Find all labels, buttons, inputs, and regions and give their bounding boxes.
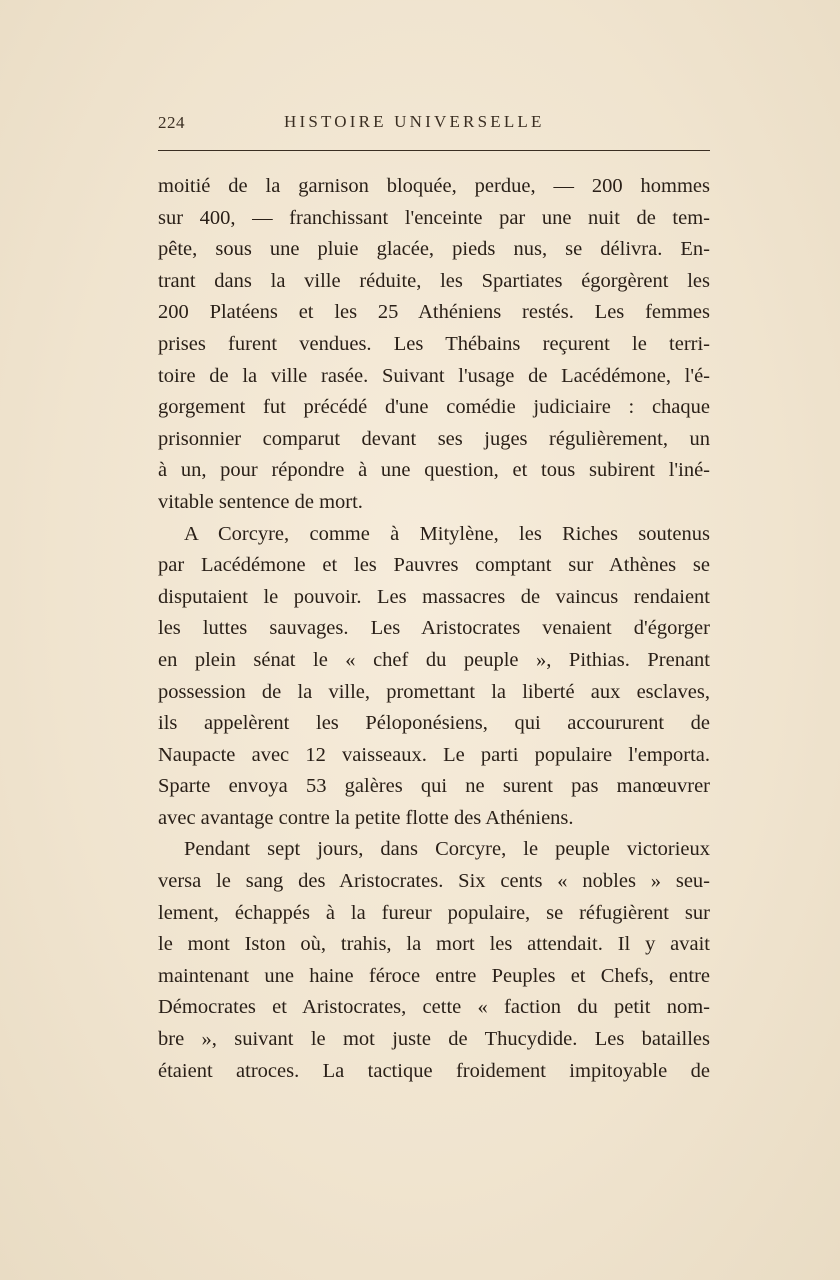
text-line: les luttes sauvages. Les Aristocrates venaient d'égorger [158,617,710,640]
text-line: lement, échappés à la fureur populaire, se réfugièrent sur [158,901,710,924]
running-title: HISTOIRE UNIVERSELLE [284,112,545,131]
text-line: en plein sénat le « chef du peuple », Pithias. Prenant [158,648,710,671]
page-header [158,113,710,137]
text-line: sur 400, — franchissant l'enceinte par une nuit de tem- [158,206,710,229]
text-line: trant dans la ville réduite, les Spartiates égorgèrent les [158,269,710,292]
text-line: Naupacte avec 12 vaisseaux. Le parti populaire l'emporta. [158,743,710,766]
text-line: pête, sous une pluie glacée, pieds nus, se délivra. En- [158,238,710,261]
text-line: toire de la ville rasée. Suivant l'usage de Lacédémone, l'é- [158,364,710,387]
text-line: A Corcyre, comme à Mitylène, les Riches soutenus [184,522,710,545]
text-line: Pendant sept jours, dans Corcyre, le peuple victorieux [184,838,710,861]
text-line: avec avantage contre la petite flotte des Athéniens. [158,806,574,829]
text-line: vitable sentence de mort. [158,490,363,513]
text-line: gorgement fut précédé d'une comédie judiciaire : chaque [158,396,710,419]
text-line: ils appelèrent les Péloponésiens, qui accoururent de [158,712,710,735]
text-line: maintenant une haine féroce entre Peuples et Chefs, entre [158,964,710,987]
text-line: moitié de la garnison bloquée, perdue, — 200 hommes [158,175,710,197]
text-line: étaient atroces. La tactique froidement impitoyable de [158,1059,710,1082]
text-line: possession de la ville, promettant la liberté aux esclaves, [158,680,710,703]
text-line: versa le sang des Aristocrates. Six cents « nobles » seu- [158,870,710,893]
text-line: Démocrates et Aristocrates, cette « faction du petit nom- [158,996,710,1019]
text-line: à un, pour répondre à une question, et tous subirent l'iné- [158,459,710,482]
text-line: disputaient le pouvoir. Les massacres de vaincus rendaient [158,585,710,608]
header-rule [158,150,710,151]
text-line: prises furent vendues. Les Thébains reçurent le terri- [158,332,710,355]
text-line: par Lacédémone et les Pauvres comptant sur Athènes se [158,554,710,577]
page-number: 224 [158,113,185,132]
body-text [158,171,710,1087]
text-line: Sparte envoya 53 galères qui ne surent pas manœuvrer [158,775,710,798]
text-line: bre », suivant le mot juste de Thucydide. Les batailles [158,1028,710,1051]
text-line: prisonnier comparut devant ses juges régulièrement, un [158,427,710,450]
text-line: le mont Iston où, trahis, la mort les attendait. Il y avait [158,933,710,956]
text-line: 200 Platéens et les 25 Athéniens restés. Les femmes [158,301,710,324]
